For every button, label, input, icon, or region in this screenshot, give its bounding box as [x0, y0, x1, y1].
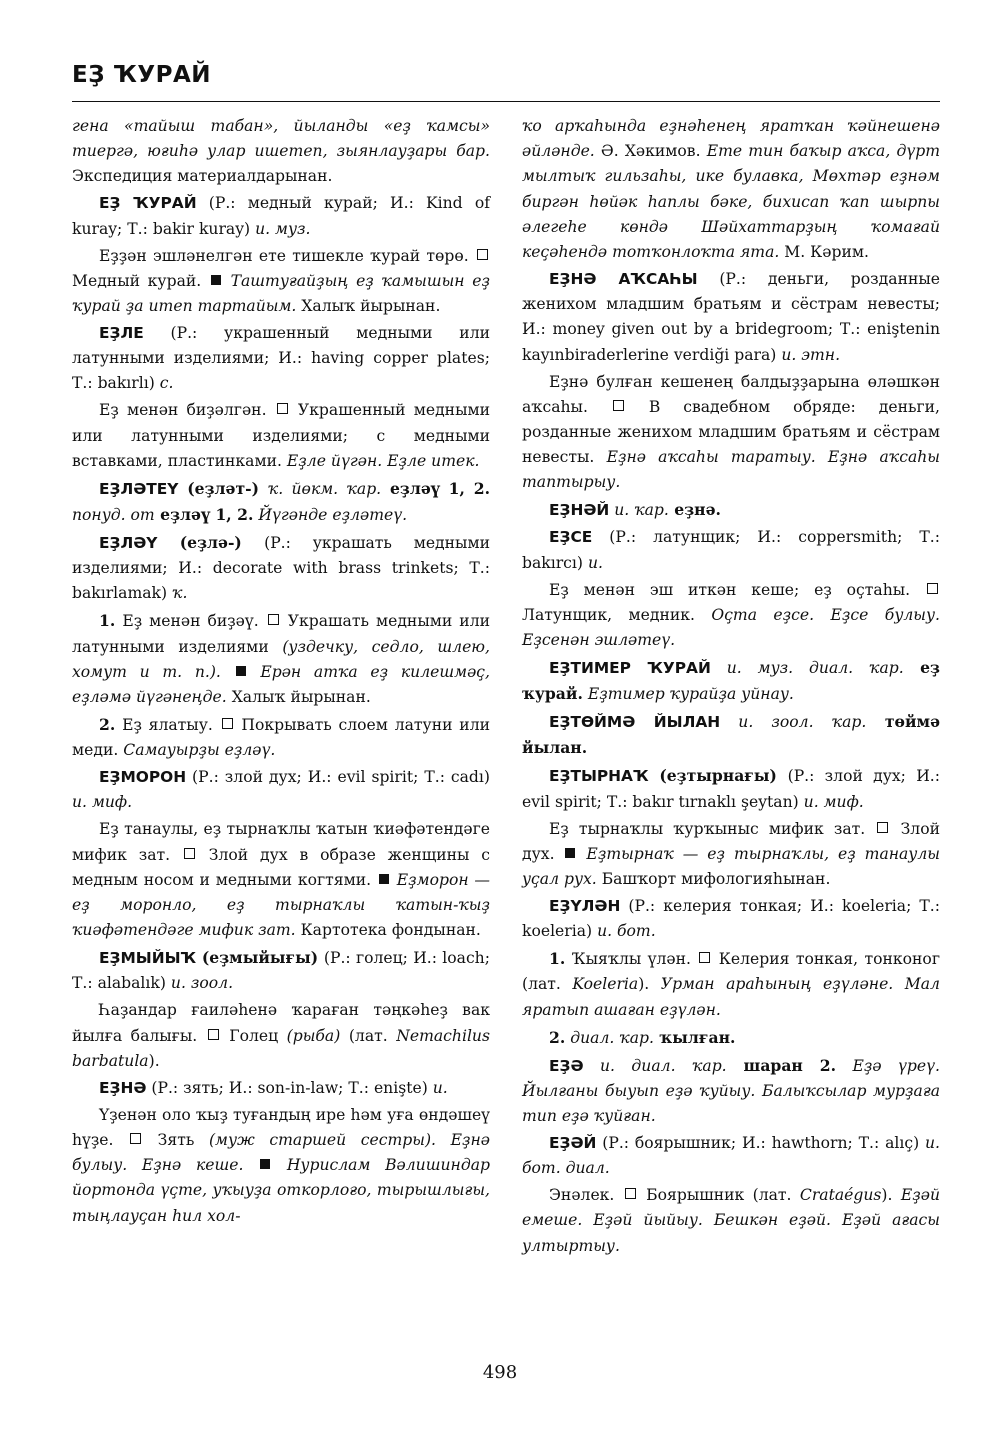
russian-translation-marker-icon — [613, 400, 624, 411]
russian-translation-marker-icon — [268, 614, 279, 625]
italic-text: Еҙле йүгән. Еҙле итек. — [286, 451, 480, 470]
headword: ЕҘҮЛӘН — [549, 897, 621, 916]
italic-text: ҡ. йөкм. ҡар. — [267, 479, 382, 498]
bold-text: 2. — [99, 715, 116, 735]
italic-text: Еҙәй емеше. Еҙәй йыйыу. Бешкән еҙәй. Еҙәй ағасы ултыртыу. — [522, 1186, 940, 1255]
body-text: Еҙнә булған кешенең балдыҙҙарына өләшкән аҡсаһы. — [522, 372, 940, 416]
body-text: Украшенный медными или латунными изделиями; с медными вставками, пластинками. — [72, 401, 491, 470]
headword: ЕҘТИМЕР ҠУРАЙ — [549, 659, 711, 678]
italic-text: Оҫта еҙсе. Еҙсе булыу. Еҙсенән эшләтеү. — [522, 605, 940, 650]
italic-text: и. муз. — [255, 219, 311, 238]
italic-text: с. — [159, 374, 174, 393]
italic-text: гена «тайыш табан», йыланды «еҙ ҡамсы» тиергә, юғиһә улар ишетеп, зыянлауҙары бар. — [72, 117, 490, 161]
body-text: (Р.: медный курай; И.: Kind of kuray; Т.: bakir kuray) — [72, 194, 490, 238]
headword: ЕҘ ҠУРАЙ — [99, 194, 197, 213]
italic-text: Еҙтимер ҡурайҙа уйнау. — [582, 685, 794, 704]
bold-text: еҙләү 1, 2. — [381, 478, 490, 498]
body-text: Еҙ танаулы, еҙ тырнаҡлы ҡатын ҡиәфәтендәге мифик зат. — [72, 820, 490, 864]
body-text: Картотека фондынан. — [295, 921, 481, 940]
dictionary-paragraph — [522, 709, 940, 761]
dictionary-paragraph — [72, 998, 490, 1074]
bold-text: ҡылған. — [653, 1027, 736, 1047]
headword: ЕҘЛӘҮ — [99, 534, 158, 553]
italic-text: Nemachilus barbatula — [72, 1026, 490, 1070]
italic-text: Еҙморон — еҙ моронло, еҙ тырнаҡлы ҡатын-ҡыҙ ҡиәфәтендәге мифик зат. — [72, 870, 491, 940]
body-text: Злой дух. — [522, 819, 940, 863]
italic-text: и. — [587, 553, 603, 572]
dictionary-paragraph — [72, 945, 490, 996]
italic-text: и. зоол. ҡар. — [720, 713, 867, 732]
headword: ЕҘНӘ — [99, 1078, 147, 1097]
dictionary-paragraph — [522, 370, 940, 496]
headword: ЕҘМЫЙЫҠ — [99, 949, 197, 968]
dictionary-paragraph — [72, 398, 490, 474]
headword: ЕҘСЕ — [549, 528, 593, 547]
bold-text: (еҙләт-) — [178, 478, 268, 498]
headword: ЕҘТЫРНАҠ — [549, 767, 649, 786]
body-text: Башҡорт мифологияһынан. — [596, 870, 831, 889]
running-head: ЕҘ ҠУРАЙ — [72, 62, 212, 88]
italic-text: (уздечку, седло, шлею, хомут и т. п.). — [72, 637, 490, 681]
dictionary-paragraph — [522, 1053, 940, 1130]
body-text: (Р.: латунщик; И.: coppersmith; Т.: bakırcı) — [522, 528, 940, 572]
dictionary-paragraph — [72, 191, 490, 241]
body-text: Һаҙандар ғаиләһенә ҡараған тәңкәһеҙ вак йылға балығы. — [72, 1001, 490, 1045]
bold-text: 2. — [549, 1027, 566, 1047]
body-text: Злой дух в образе женщины с медным носом и медными когтями. — [72, 845, 490, 889]
body-text: Боярышник (лат. — [637, 1186, 800, 1205]
dictionary-paragraph — [72, 321, 490, 397]
italic-text: Ете тин баҡыр аҡса, дүрт мылтыҡ гильзаһы, ике булавка, Мөхтәр еҙнәм биргән һөйәк һаплы бәке, бихисап ҡап шырпы әлегеһе көндә Шәйхаттарҙың ҡомағай кеҫәһендә тотҡонлоҡта ята. — [522, 142, 940, 262]
dictionary-paragraph — [522, 1183, 940, 1259]
headword: ЕҘТӨЙМӘ ЙЫЛАН — [549, 713, 721, 732]
body-text: (Р.: зять; И.: son-in-law; Т.: enişte) — [146, 1078, 433, 1097]
body-text: Еҙ ялатыу. — [115, 716, 220, 735]
body-text: (Р.: злой дух; И.: evil spirit; Т.: cadı) — [186, 768, 490, 787]
right-column — [522, 114, 940, 1261]
italic-text: Еҙнә аҡсаһы таратыу. Еҙнә аҡсаһы таптырыу. — [522, 448, 940, 492]
dictionary-paragraph — [522, 578, 940, 654]
russian-translation-marker-icon — [477, 249, 488, 260]
italic-text: Самауырҙы еҙләү. — [123, 741, 276, 760]
dictionary-paragraph — [72, 114, 490, 190]
italic-text: и. бот. — [597, 922, 656, 941]
body-text: М. Кәрим. — [779, 243, 869, 262]
italic-text: Koeleria — [572, 975, 639, 994]
italic-text: ҡо арҡаһында еҙнәһенең яратҡан ҡәйнешенә әйләнде. — [522, 117, 940, 161]
russian-translation-marker-icon — [877, 822, 888, 833]
russian-translation-marker-icon — [625, 1188, 636, 1199]
body-text: Ҡыяҡлы үлән. — [565, 950, 698, 969]
headword: ЕҘМОРОН — [99, 768, 187, 787]
body-text: ). — [881, 1186, 901, 1205]
body-text: Еҙ менән эш иткән кеше; еҙ оҫтаһы. — [549, 580, 925, 599]
body-text: (Р.: келерия тонкая; И.: koeleria; Т.: koeleria) — [522, 897, 940, 941]
russian-translation-marker-icon — [277, 403, 288, 414]
italic-text: Таштуғайҙың еҙ ҡамышын еҙ ҡурай ҙа итеп тартайым. — [72, 271, 490, 316]
italic-text: Урман араһының еҙүләне. Мал яратып ашаған еҙүлән. — [522, 975, 940, 1019]
example-marker-icon — [379, 874, 389, 884]
italic-text: диал. ҡар. — [565, 1028, 654, 1047]
body-text: ). — [148, 1051, 160, 1070]
body-text: Келерия тонкая, тонконог (лат. — [522, 950, 940, 994]
bold-text: (еҙлә-) — [157, 533, 265, 553]
bold-text: төймә йылан. — [522, 712, 940, 758]
dictionary-paragraph — [522, 817, 940, 893]
page-number: 498 — [482, 1362, 518, 1383]
body-text: (Р.: голец; И.: loach; Т.: alabalık) — [72, 949, 490, 993]
dictionary-paragraph — [72, 244, 490, 320]
italic-text: и. миф. — [803, 792, 864, 811]
body-text: Энәлек. — [549, 1186, 623, 1205]
body-text: (Р.: украшенный медными или латунными изделиями; И.: having copper plates; Т.: bakırlı) — [72, 324, 490, 393]
dictionary-paragraph — [522, 525, 940, 575]
dictionary-paragraph — [72, 476, 490, 528]
body-text: Халыҡ йырынан. — [296, 297, 441, 316]
body-text: (лат. — [340, 1026, 397, 1045]
example-marker-icon — [260, 1159, 270, 1169]
body-text: Үҙенән оло ҡыҙ туғандың ире һәм уға өндәшеү һүҙе. — [72, 1105, 490, 1150]
header-rule — [72, 101, 940, 102]
russian-translation-marker-icon — [699, 952, 710, 963]
dictionary-paragraph — [522, 946, 940, 1023]
example-marker-icon — [236, 666, 246, 676]
body-text: Еҙ менән биҙәү. — [115, 612, 266, 631]
italic-text: ҡ. — [172, 584, 188, 603]
headword: ЕҘӘЙ — [549, 1134, 597, 1153]
body-text: Еҙ тырнаҡлы ҡурҡыныс мифик зат. — [549, 819, 876, 838]
russian-translation-marker-icon — [208, 1029, 219, 1040]
dictionary-paragraph — [522, 655, 940, 707]
body-text: (Р.: украшать медными изделиями; И.: decorate with brass trinkets; Т.: bakırlamak) — [72, 534, 490, 603]
headword: ЕҘЛЕ — [99, 324, 144, 343]
dictionary-paragraph — [522, 114, 940, 265]
bold-text: еҙ ҡурай. — [522, 658, 940, 704]
body-text: Украшать медными или латунными изделиями — [72, 612, 490, 656]
italic-text: и. зоол. — [170, 974, 234, 993]
body-text: Зять — [143, 1131, 209, 1150]
example-marker-icon — [565, 848, 575, 858]
italic-text: и. этн. — [781, 345, 841, 364]
italic-text: Crataégus — [799, 1186, 882, 1205]
dictionary-paragraph — [522, 1025, 940, 1051]
body-text: Халыҡ йырынан. — [226, 688, 371, 707]
body-text: (Р.: боярышник; И.: hawthorn; Т.: alıç) — [596, 1134, 925, 1153]
bold-text: еҙләү 1, 2. — [154, 505, 254, 525]
italic-text: понуд. от — [72, 506, 155, 525]
italic-text: и. ҡар. — [609, 501, 669, 520]
left-column — [72, 114, 490, 1231]
dictionary-paragraph — [522, 763, 940, 814]
italic-text: и. диал. ҡар. — [583, 1056, 727, 1075]
headword: ЕҘНӘЙ — [549, 501, 610, 520]
headword: ЕҘӘ — [549, 1056, 584, 1075]
body-text: Голец — [220, 1026, 287, 1045]
bold-text: шаран 2. — [726, 1055, 837, 1075]
russian-translation-marker-icon — [184, 848, 195, 859]
body-text: Еҙҙән эшләнелгән ете тишекле ҡурай төрө. — [99, 246, 475, 265]
dictionary-paragraph — [72, 608, 490, 710]
russian-translation-marker-icon — [130, 1133, 141, 1144]
headword: ЕҘЛӘТЕҮ — [99, 479, 179, 498]
bold-text: 1. — [99, 611, 116, 631]
body-text: Ә. Хәкимов. — [594, 142, 707, 161]
body-text: Покрывать слоем латуни или меди. — [72, 716, 490, 760]
bold-text: (еҙтырнағы) — [648, 766, 788, 786]
dictionary-paragraph — [72, 817, 490, 943]
dictionary-paragraph — [522, 894, 940, 944]
body-text: Латунщик, медник. — [522, 605, 712, 624]
italic-text: Еҙтырнаҡ — еҙ тырнаҡлы, еҙ танаулы уҫал рух. — [522, 844, 940, 889]
dictionary-paragraph — [72, 530, 490, 607]
bold-text: еҙнә. — [668, 500, 721, 520]
headword: ЕҘНӘ АҠСАҺЫ — [549, 270, 698, 289]
body-text: Еҙ менән биҙәлгән. — [99, 401, 275, 420]
example-marker-icon — [211, 275, 221, 285]
body-text: (Р.: злой дух; И.: evil spirit; Т.: bakır tırnaklı şeytan) — [522, 767, 941, 811]
body-text — [221, 663, 234, 681]
russian-translation-marker-icon — [927, 583, 938, 594]
italic-text: Йүгәнде еҙләтеү. — [253, 506, 408, 525]
dictionary-paragraph — [72, 1076, 490, 1101]
italic-text: Ерән атҡа еҙ килешмәҫ, еҙләмә йүгәнеңде. — [72, 662, 490, 707]
italic-text: и. бот. диал. — [522, 1134, 940, 1178]
italic-text: Нурислам Вәлишиндар йортонда үҫте, уҡыуҙа откорлоғо, тырышлығы, тыңлауҫан һил хол- — [72, 1156, 490, 1225]
body-text: В свадебном обряде: деньги, розданные женихом младшим братьям и сёстрам невесты. — [522, 397, 940, 467]
italic-text: и. миф. — [72, 793, 133, 812]
italic-text: Еҙә үреү. Йылғаны быуып еҙә ҡуйыу. Балыҡсылар мурҙаға тип еҙә ҡуйған. — [522, 1056, 940, 1126]
body-text: ). — [638, 975, 661, 994]
italic-text: (муж старшей сестры). Еҙнә булыу. Еҙнә кеше. — [72, 1131, 490, 1175]
dictionary-paragraph — [522, 1131, 940, 1181]
bold-text: 1. — [549, 949, 566, 969]
italic-text: и. муз. диал. ҡар. — [710, 659, 904, 678]
dictionary-paragraph — [72, 765, 490, 815]
russian-translation-marker-icon — [222, 718, 233, 729]
body-text: (Р.: деньги, розданные женихом младшим братьям и сёстрам невесты; И.: money given out by a bridegroom; Т.: eniştenin kayınbiraderlerine verdiği para) — [522, 270, 940, 364]
dictionary-paragraph — [522, 497, 940, 523]
italic-text: (рыба) — [286, 1026, 341, 1045]
dictionary-paragraph — [522, 267, 940, 368]
dictionary-paragraph — [72, 712, 490, 763]
dictionary-paragraph — [72, 1103, 490, 1229]
body-text: Экспедиция материалдарынан. — [72, 167, 333, 186]
bold-text: (еҙмыйығы) — [196, 948, 324, 968]
body-text — [243, 1156, 258, 1174]
body-text: Медный курай. — [72, 271, 209, 290]
italic-text: и. — [432, 1078, 448, 1097]
